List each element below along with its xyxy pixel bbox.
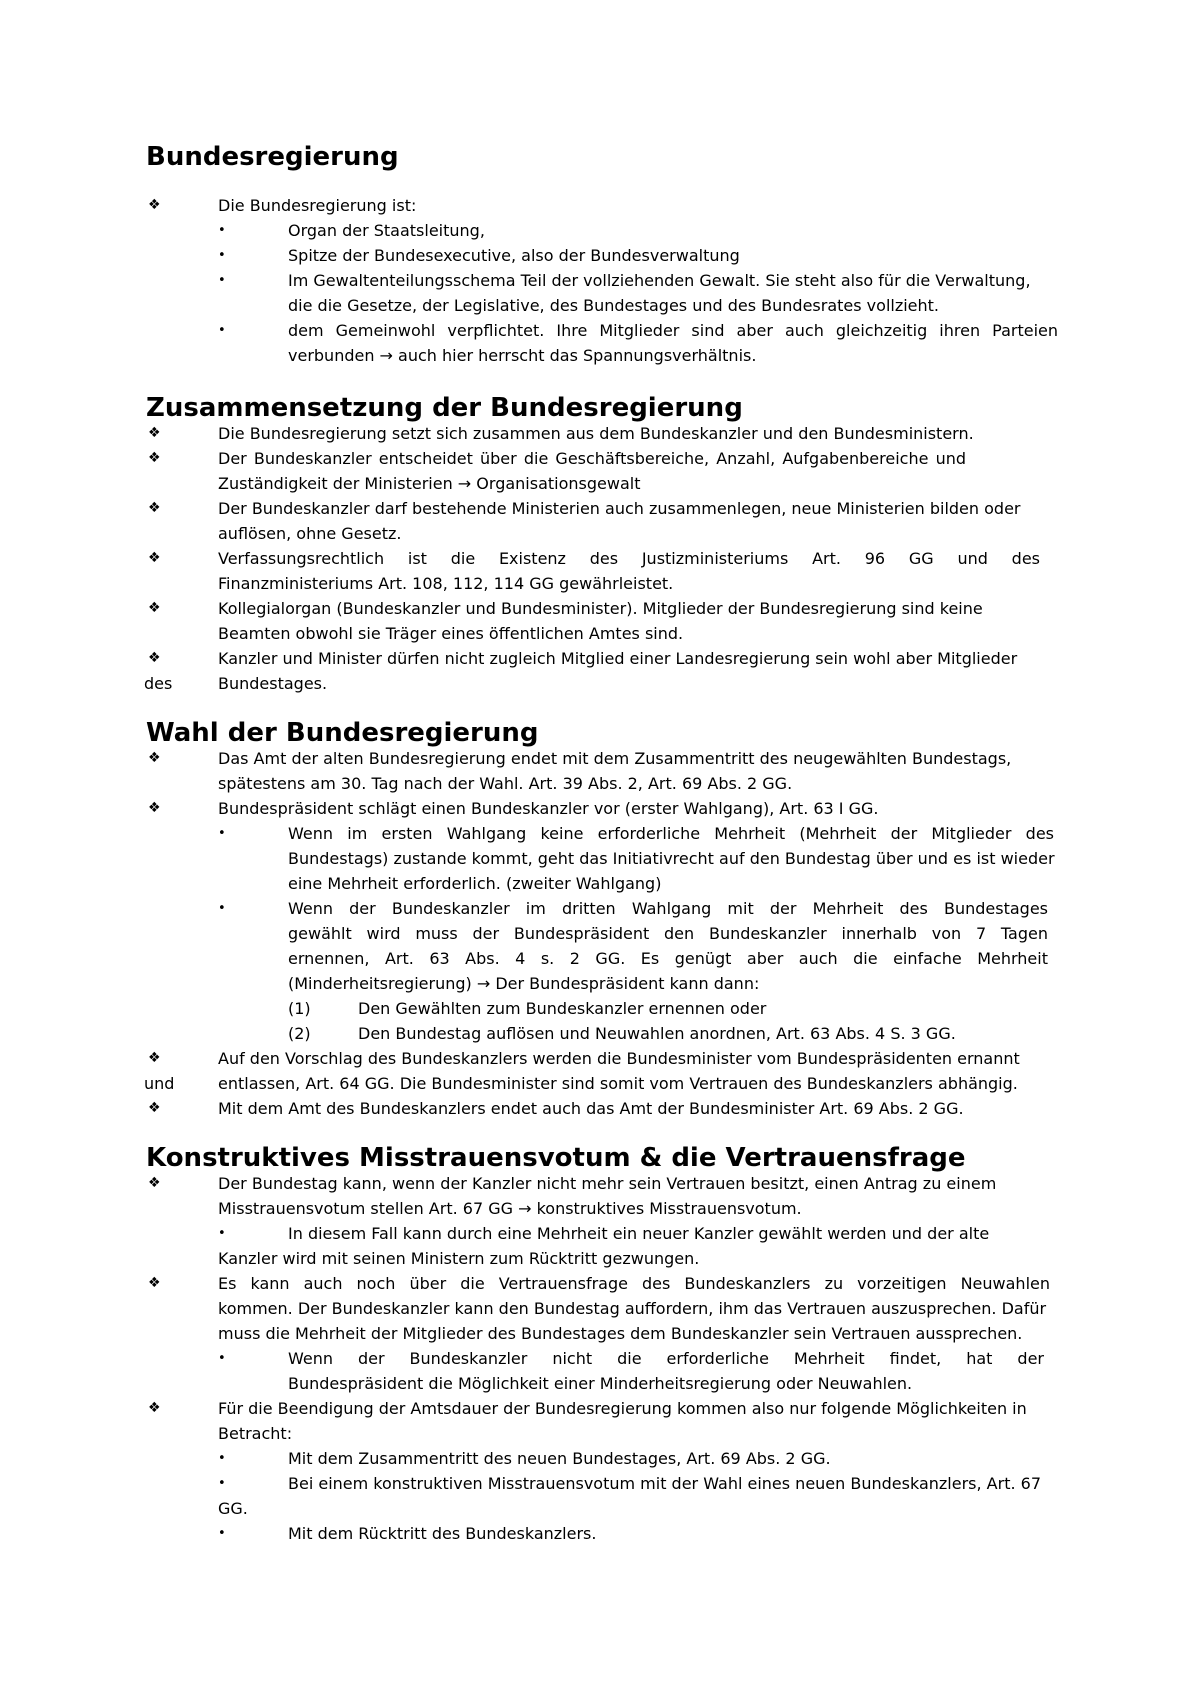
diamond-bullet-icon: ❖ xyxy=(148,1275,161,1291)
diamond-bullet-icon: ❖ xyxy=(148,550,161,566)
list-item: Mit dem Amt des Bundeskanzlers endet auch das Amt der Bundesminister Art. 69 Abs. 2 GG. xyxy=(218,1099,964,1118)
list-item: Wenn der Bundeskanzler im dritten Wahlgang mit der Mehrheit des Bundestages xyxy=(288,899,1048,918)
diamond-bullet-icon: ❖ xyxy=(148,425,161,441)
bullet-icon: • xyxy=(218,1451,226,1466)
list-item-continuation: ernennen, Art. 63 Abs. 4 s. 2 GG. Es genügt aber auch die einfache Mehrheit xyxy=(288,949,1048,968)
list-item-continuation: Zuständigkeit der Ministerien → Organisationsgewalt xyxy=(218,474,641,493)
list-item: Bei einem konstruktiven Misstrauensvotum mit der Wahl eines neuen Bundeskanzlers, Art. 67 xyxy=(288,1474,1041,1493)
enumeration-item: Den Gewählten zum Bundeskanzler ernennen oder xyxy=(358,999,767,1018)
list-item-continuation: Bundestags) zustande kommt, geht das Initiativrecht auf den Bundestag über und es ist wieder xyxy=(288,849,1055,868)
list-item: Auf den Vorschlag des Bundeskanzlers werden die Bundesminister vom Bundespräsidenten ernannt xyxy=(218,1049,1020,1068)
enumeration-item: Den Bundestag auflösen und Neuwahlen anordnen, Art. 63 Abs. 4 S. 3 GG. xyxy=(358,1024,956,1043)
list-item: Das Amt der alten Bundesregierung endet mit dem Zusammentritt des neugewählten Bundestags, xyxy=(218,749,1012,768)
list-item: Bundespräsident schlägt einen Bundeskanzler vor (erster Wahlgang), Art. 63 I GG. xyxy=(218,799,879,818)
list-item: Im Gewaltenteilungsschema Teil der vollziehenden Gewalt. Sie steht also für die Verwaltung, xyxy=(288,271,1031,290)
list-item-continuation: Bundestages. xyxy=(218,674,328,693)
diamond-bullet-icon: ❖ xyxy=(148,450,161,466)
diamond-bullet-icon: ❖ xyxy=(148,750,161,766)
list-item: Die Bundesregierung setzt sich zusammen aus dem Bundeskanzler und den Bundesministern. xyxy=(218,424,974,443)
diamond-bullet-icon: ❖ xyxy=(148,650,161,666)
list-item-continuation: Misstrauensvotum stellen Art. 67 GG → konstruktives Misstrauensvotum. xyxy=(218,1199,802,1218)
diamond-bullet-icon: ❖ xyxy=(148,800,161,816)
list-item-continuation: gewählt wird muss der Bundespräsident den Bundeskanzler innerhalb von 7 Tagen xyxy=(288,924,1048,943)
heading-misstrauensvotum: Konstruktives Misstrauensvotum & die Vertrauensfrage xyxy=(146,1143,966,1173)
list-item-continuation: Bundespräsident die Möglichkeit einer Minderheitsregierung oder Neuwahlen. xyxy=(288,1374,913,1393)
list-item-continuation: kommen. Der Bundeskanzler kann den Bundestag auffordern, ihm das Vertrauen auszusprechen. Dafür xyxy=(218,1299,1047,1318)
bullet-icon: • xyxy=(218,223,226,238)
list-item: Mit dem Rücktritt des Bundeskanzlers. xyxy=(288,1524,597,1543)
list-item: dem Gemeinwohl verpflichtet. Ihre Mitglieder sind aber auch gleichzeitig ihren Parteien xyxy=(288,321,1058,340)
list-item-continuation: muss die Mehrheit der Mitglieder des Bundestages dem Bundeskanzler sein Vertrauen aussprechen. xyxy=(218,1324,1023,1343)
diamond-bullet-icon: ❖ xyxy=(148,1100,161,1116)
list-item: Spitze der Bundesexecutive, also der Bundesverwaltung xyxy=(288,246,740,265)
bullet-icon: • xyxy=(218,1476,226,1491)
list-item: Organ der Staatsleitung, xyxy=(288,221,485,240)
list-item: Für die Beendigung der Amtsdauer der Bundesregierung kommen also nur folgende Möglichkeiten in xyxy=(218,1399,1027,1418)
list-item: Mit dem Zusammentritt des neuen Bundestages, Art. 69 Abs. 2 GG. xyxy=(288,1449,831,1468)
diamond-bullet-icon: ❖ xyxy=(148,197,161,213)
bullet-icon: • xyxy=(218,901,226,916)
enumeration-number: (1) xyxy=(288,999,311,1018)
list-item: Der Bundeskanzler darf bestehende Ministerien auch zusammenlegen, neue Ministerien bilden oder xyxy=(218,499,1021,518)
list-item-continuation: spätestens am 30. Tag nach der Wahl. Art. 39 Abs. 2, Art. 69 Abs. 2 GG. xyxy=(218,774,793,793)
list-item: In diesem Fall kann durch eine Mehrheit ein neuer Kanzler gewählt werden und der alte xyxy=(288,1224,990,1243)
enumeration-number: (2) xyxy=(288,1024,311,1043)
diamond-bullet-icon: ❖ xyxy=(148,500,161,516)
diamond-bullet-icon: ❖ xyxy=(148,1400,161,1416)
list-item-continuation: die die Gesetze, der Legislative, des Bundestages und des Bundesrates vollzieht. xyxy=(288,296,940,315)
list-item: Verfassungsrechtlich ist die Existenz des Justizministeriums Art. 96 GG und des xyxy=(218,549,1040,568)
bullet-icon: • xyxy=(218,323,226,338)
list-item: Kollegialorgan (Bundeskanzler und Bundesminister). Mitglieder der Bundesregierung sind keine xyxy=(218,599,983,618)
list-item-wrap-word: des xyxy=(144,674,173,693)
list-item: Wenn im ersten Wahlgang keine erforderliche Mehrheit (Mehrheit der Mitglieder des xyxy=(288,824,1054,843)
heading-zusammensetzung: Zusammensetzung der Bundesregierung xyxy=(146,393,743,423)
bullet-icon: • xyxy=(218,1351,226,1366)
bullet-icon: • xyxy=(218,248,226,263)
list-item: Der Bundestag kann, wenn der Kanzler nicht mehr sein Vertrauen besitzt, einen Antrag zu einem xyxy=(218,1174,997,1193)
diamond-bullet-icon: ❖ xyxy=(148,600,161,616)
list-item-continuation: entlassen, Art. 64 GG. Die Bundesminister sind somit vom Vertrauen des Bundeskanzlers abhängig. xyxy=(218,1074,1018,1093)
list-item-wrap-word: und xyxy=(144,1074,175,1093)
list-item: Der Bundeskanzler entscheidet über die Geschäftsbereiche, Anzahl, Aufgabenbereiche und xyxy=(218,449,966,468)
diamond-bullet-icon: ❖ xyxy=(148,1175,161,1191)
bullet-icon: • xyxy=(218,1226,226,1241)
list-item: Kanzler und Minister dürfen nicht zugleich Mitglied einer Landesregierung sein wohl aber Mitglieder xyxy=(218,649,1018,668)
list-item-continuation: Beamten obwohl sie Träger eines öffentlichen Amtes sind. xyxy=(218,624,684,643)
list-item-continuation: GG. xyxy=(218,1499,248,1518)
list-item: Es kann auch noch über die Vertrauensfrage des Bundeskanzlers zu vorzeitigen Neuwahlen xyxy=(218,1274,1050,1293)
list-item-continuation: Betracht: xyxy=(218,1424,293,1443)
list-item-continuation: Kanzler wird mit seinen Ministern zum Rücktritt gezwungen. xyxy=(218,1249,700,1268)
list-item: Wenn der Bundeskanzler nicht die erforderliche Mehrheit findet, hat der xyxy=(288,1349,1044,1368)
list-item-continuation: verbunden → auch hier herrscht das Spannungsverhältnis. xyxy=(288,346,757,365)
bullet-icon: • xyxy=(218,273,226,288)
heading-wahl: Wahl der Bundesregierung xyxy=(146,718,539,748)
list-item-continuation: eine Mehrheit erforderlich. (zweiter Wahlgang) xyxy=(288,874,662,893)
list-item: Die Bundesregierung ist: xyxy=(218,196,417,215)
diamond-bullet-icon: ❖ xyxy=(148,1050,161,1066)
heading-bundesregierung: Bundesregierung xyxy=(146,142,399,172)
list-item-continuation: (Minderheitsregierung) → Der Bundespräsident kann dann: xyxy=(288,974,760,993)
list-item-continuation: auflösen, ohne Gesetz. xyxy=(218,524,402,543)
list-item-continuation: Finanzministeriums Art. 108, 112, 114 GG gewährleistet. xyxy=(218,574,674,593)
bullet-icon: • xyxy=(218,826,226,841)
bullet-icon: • xyxy=(218,1526,226,1541)
